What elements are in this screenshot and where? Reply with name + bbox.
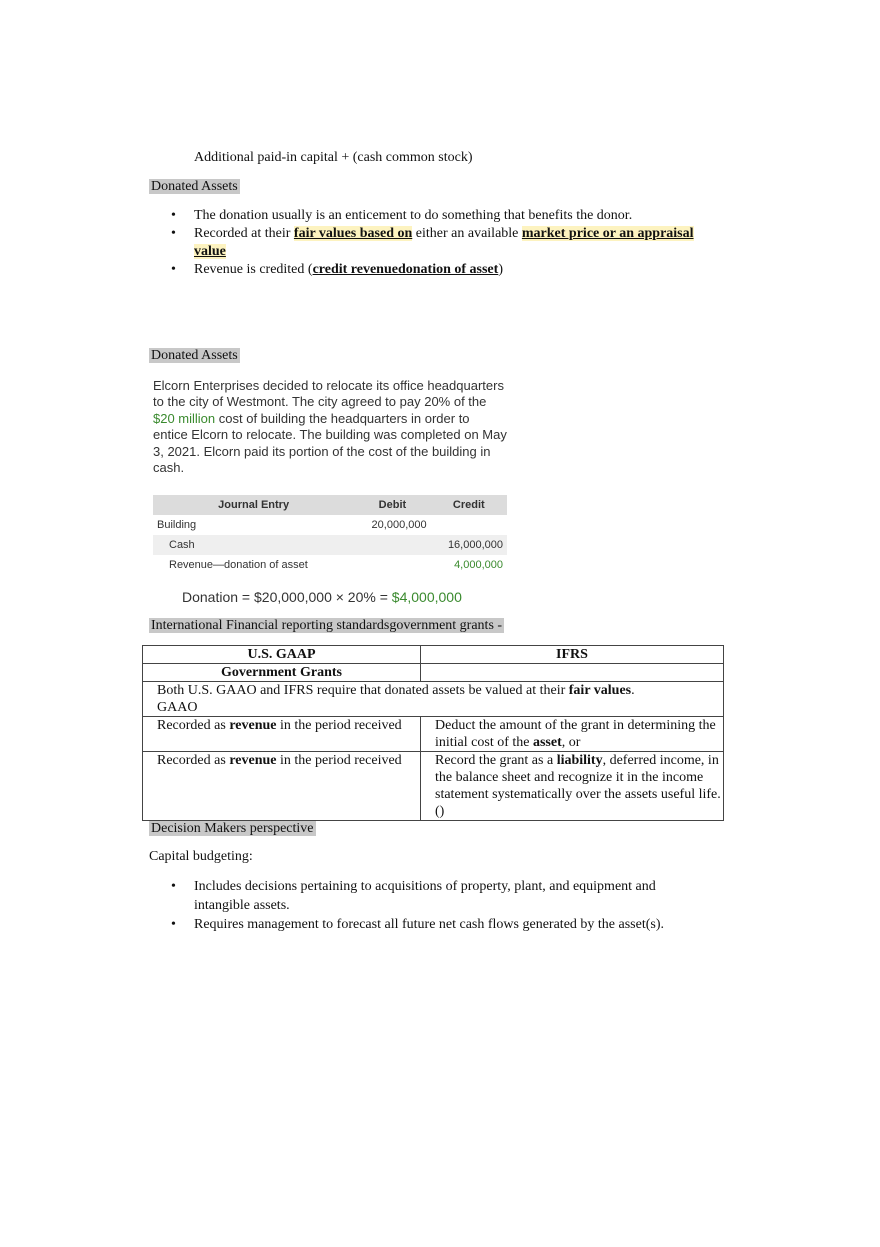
donation-result: $4,000,000 xyxy=(391,589,462,605)
bullet-text: either an available xyxy=(412,226,522,241)
cell-text: in the period received xyxy=(276,718,402,733)
highlight-text: fair values based on xyxy=(293,226,413,241)
column-header: U.S. GAAP xyxy=(143,646,421,664)
table-row xyxy=(143,717,724,752)
credit-cell xyxy=(431,515,507,535)
debit-cell xyxy=(354,535,430,555)
bullet-text: Revenue is credited ( xyxy=(194,262,313,277)
bullet-text: Recorded at their xyxy=(194,226,294,241)
bullet-text: ) xyxy=(498,262,503,277)
cell-bold-text: asset xyxy=(532,735,562,750)
example-line: to the city of Westmont. The city agreed to pay 20% of the xyxy=(153,394,487,410)
highlight-text: market price or an appraisal xyxy=(521,226,694,241)
cell-text: GAAO xyxy=(157,700,198,715)
bullet-text: Includes decisions pertaining to acquisitions of property, plant, and equipment and intangible assets. xyxy=(194,879,656,913)
ifrs-cell xyxy=(421,752,724,821)
example-line: entice Elcorn to relocate. The building was completed on May xyxy=(153,427,507,443)
highlight-text: value xyxy=(194,244,226,259)
column-header: Credit xyxy=(431,495,507,515)
account-cell: Revenue—donation of asset xyxy=(169,559,308,571)
section-heading-ifrs xyxy=(149,618,504,634)
capital-budgeting-label: Capital budgeting: xyxy=(149,849,253,864)
donation-calculation xyxy=(182,589,462,605)
bold-underline-text: credit revenuedonation of asset xyxy=(312,262,499,277)
list-item xyxy=(149,225,749,261)
section-heading-donated-assets xyxy=(149,179,240,195)
table-row xyxy=(153,535,507,555)
credit-cell: 16,000,000 xyxy=(431,535,507,555)
cell-text: Record the grant as a xyxy=(435,753,557,768)
table-row xyxy=(143,682,724,717)
cell-text: Both U.S. GAAO and IFRS require that donated assets be valued at their xyxy=(157,683,569,698)
example-line xyxy=(153,411,507,427)
table-row xyxy=(143,752,724,821)
table-row xyxy=(153,555,507,575)
table-header-row xyxy=(153,495,507,515)
list-item xyxy=(149,877,709,915)
cell-text: . xyxy=(631,683,635,698)
account-cell: Building xyxy=(157,519,197,531)
cell-text: , deferred income, in the balance sheet and recognize it in the income statement systematically over the assets useful life. () xyxy=(435,753,721,819)
donated-assets-bullets xyxy=(149,207,749,279)
highlight-amount: $20 million xyxy=(153,410,216,426)
donation-formula: Donation = $20,000,000 × 20% = xyxy=(182,589,392,605)
heading-text: International Financial reporting standardsgovernment grants - xyxy=(151,618,503,633)
debit-cell: 20,000,000 xyxy=(371,519,427,531)
gaap-ifrs-comparison-table xyxy=(142,645,724,821)
example-text xyxy=(153,378,507,476)
ifrs-cell xyxy=(421,717,724,752)
journal-entry-table xyxy=(153,495,507,575)
account-cell: Cash xyxy=(153,535,354,555)
heading-text: Donated Assets xyxy=(151,179,238,194)
list-item xyxy=(149,207,749,225)
example-line: 3, 2021. Elcorn paid its portion of the cost of the building in xyxy=(153,443,491,459)
column-header: Journal Entry xyxy=(153,495,354,515)
section-heading-decision-makers xyxy=(149,821,316,837)
gaap-cell xyxy=(143,752,421,821)
example-line: cash. xyxy=(153,460,185,476)
cell-text: , or xyxy=(561,735,581,750)
column-header: Debit xyxy=(354,495,430,515)
example-line: Elcorn Enterprises decided to relocate its office headquarters xyxy=(153,378,504,393)
bullet-text: The donation usually is an enticement to do something that benefits the donor. xyxy=(194,208,633,223)
list-item xyxy=(149,261,749,279)
table-header-row xyxy=(143,646,724,664)
column-header: IFRS xyxy=(421,646,724,664)
cell-text: Deduct the amount of the grant in determining the initial cost of the xyxy=(435,718,716,750)
bullet-text: Requires management to forecast all future net cash flows generated by the asset(s). xyxy=(194,917,664,932)
credit-cell: 4,000,000 xyxy=(454,559,503,571)
cell-text: Recorded as xyxy=(157,718,230,733)
cell-bold-text: liability xyxy=(556,753,603,768)
cell-text: in the period received xyxy=(276,753,402,768)
cell-bold-text: revenue xyxy=(229,718,277,733)
empty-cell xyxy=(421,664,724,682)
merged-cell xyxy=(143,682,724,717)
table-row xyxy=(143,664,724,682)
cell-bold-text: revenue xyxy=(229,753,277,768)
table-row xyxy=(153,515,507,535)
section-heading-donated-assets-2 xyxy=(149,348,240,364)
cell-text: Recorded as xyxy=(157,753,230,768)
cell-bold-text: fair values xyxy=(568,683,632,698)
example-text-span: cost of building the headquarters in order to xyxy=(215,410,470,426)
list-item xyxy=(149,915,709,934)
heading-text: Decision Makers perspective xyxy=(151,821,314,836)
gaap-cell xyxy=(143,717,421,752)
top-line: Additional paid-in capital + (cash common stock) xyxy=(194,150,473,165)
subheader-cell: Government Grants xyxy=(143,664,421,682)
debit-cell xyxy=(354,555,430,575)
heading-text: Donated Assets xyxy=(151,348,238,363)
capital-budgeting-bullets xyxy=(149,877,709,934)
